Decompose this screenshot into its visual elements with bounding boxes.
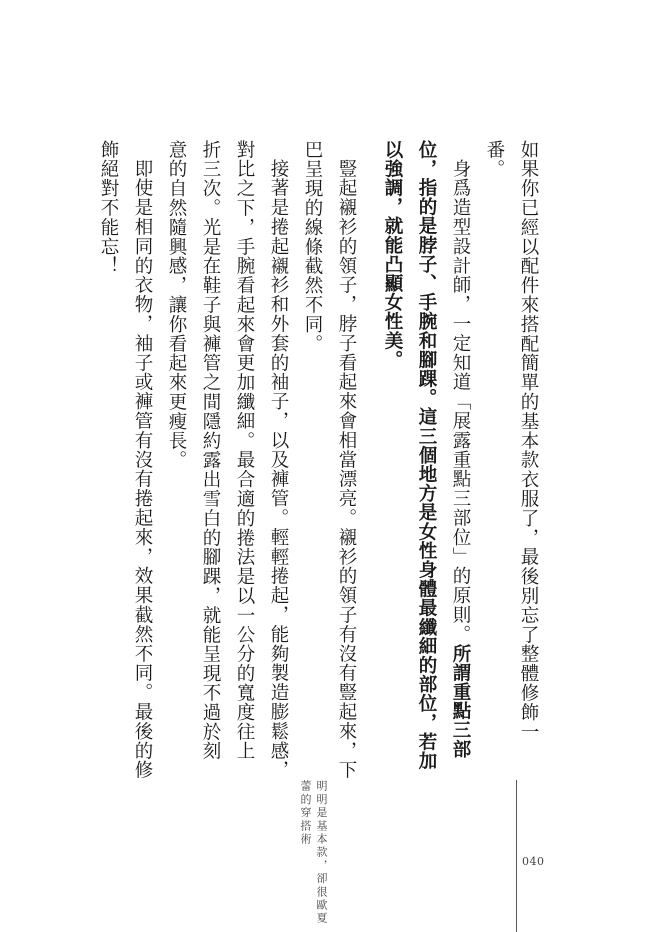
page-number: 040	[522, 855, 545, 868]
paragraph-3: 豎起襯衫的領子，脖子看起來會相當漂亮。襯衫的領子有沒有豎起來，下巴呈現的線條截然不同。	[302, 140, 357, 780]
paragraph-2-normal: 身爲造型設計師，一定知道「展露重點三部位」的原則。	[450, 158, 471, 644]
paragraph-2	[375, 140, 477, 780]
paragraph-4: 接著是捲起襯衫和外套的袖子，以及褲管。輕輕捲起，能夠製造膨鬆感，對比之下，手腕看起來會更加纖細。最合適的捲法是以一公分的寬度往上折三次。光是在鞋子與褲管之間隱約露出雪白的腳踝，就能呈現不過於刻意的自然隨興感，讓你看起來更瘦長。	[166, 140, 289, 780]
body-text	[91, 140, 545, 780]
footer-divider	[516, 780, 517, 932]
paragraph-2-emphasis: 所謂重點三部位，指的是脖子、手腕和腳踝。這三個地方是女性身體最纖細的部位，若加以強調，就能凸顯女性美。	[382, 140, 471, 771]
paragraph-1: 如果你已經以配件來搭配簡單的基本款衣服了，最後別忘了整體修飾一番。	[484, 140, 539, 742]
paragraph-5: 即使是相同的衣物，袖子或褲管有沒有捲起來，效果截然不同。最後的修飾絕對不能忘！	[98, 140, 153, 780]
running-title: 明明是基本款，卻很歐夏蕾的穿搭術	[299, 780, 328, 926]
